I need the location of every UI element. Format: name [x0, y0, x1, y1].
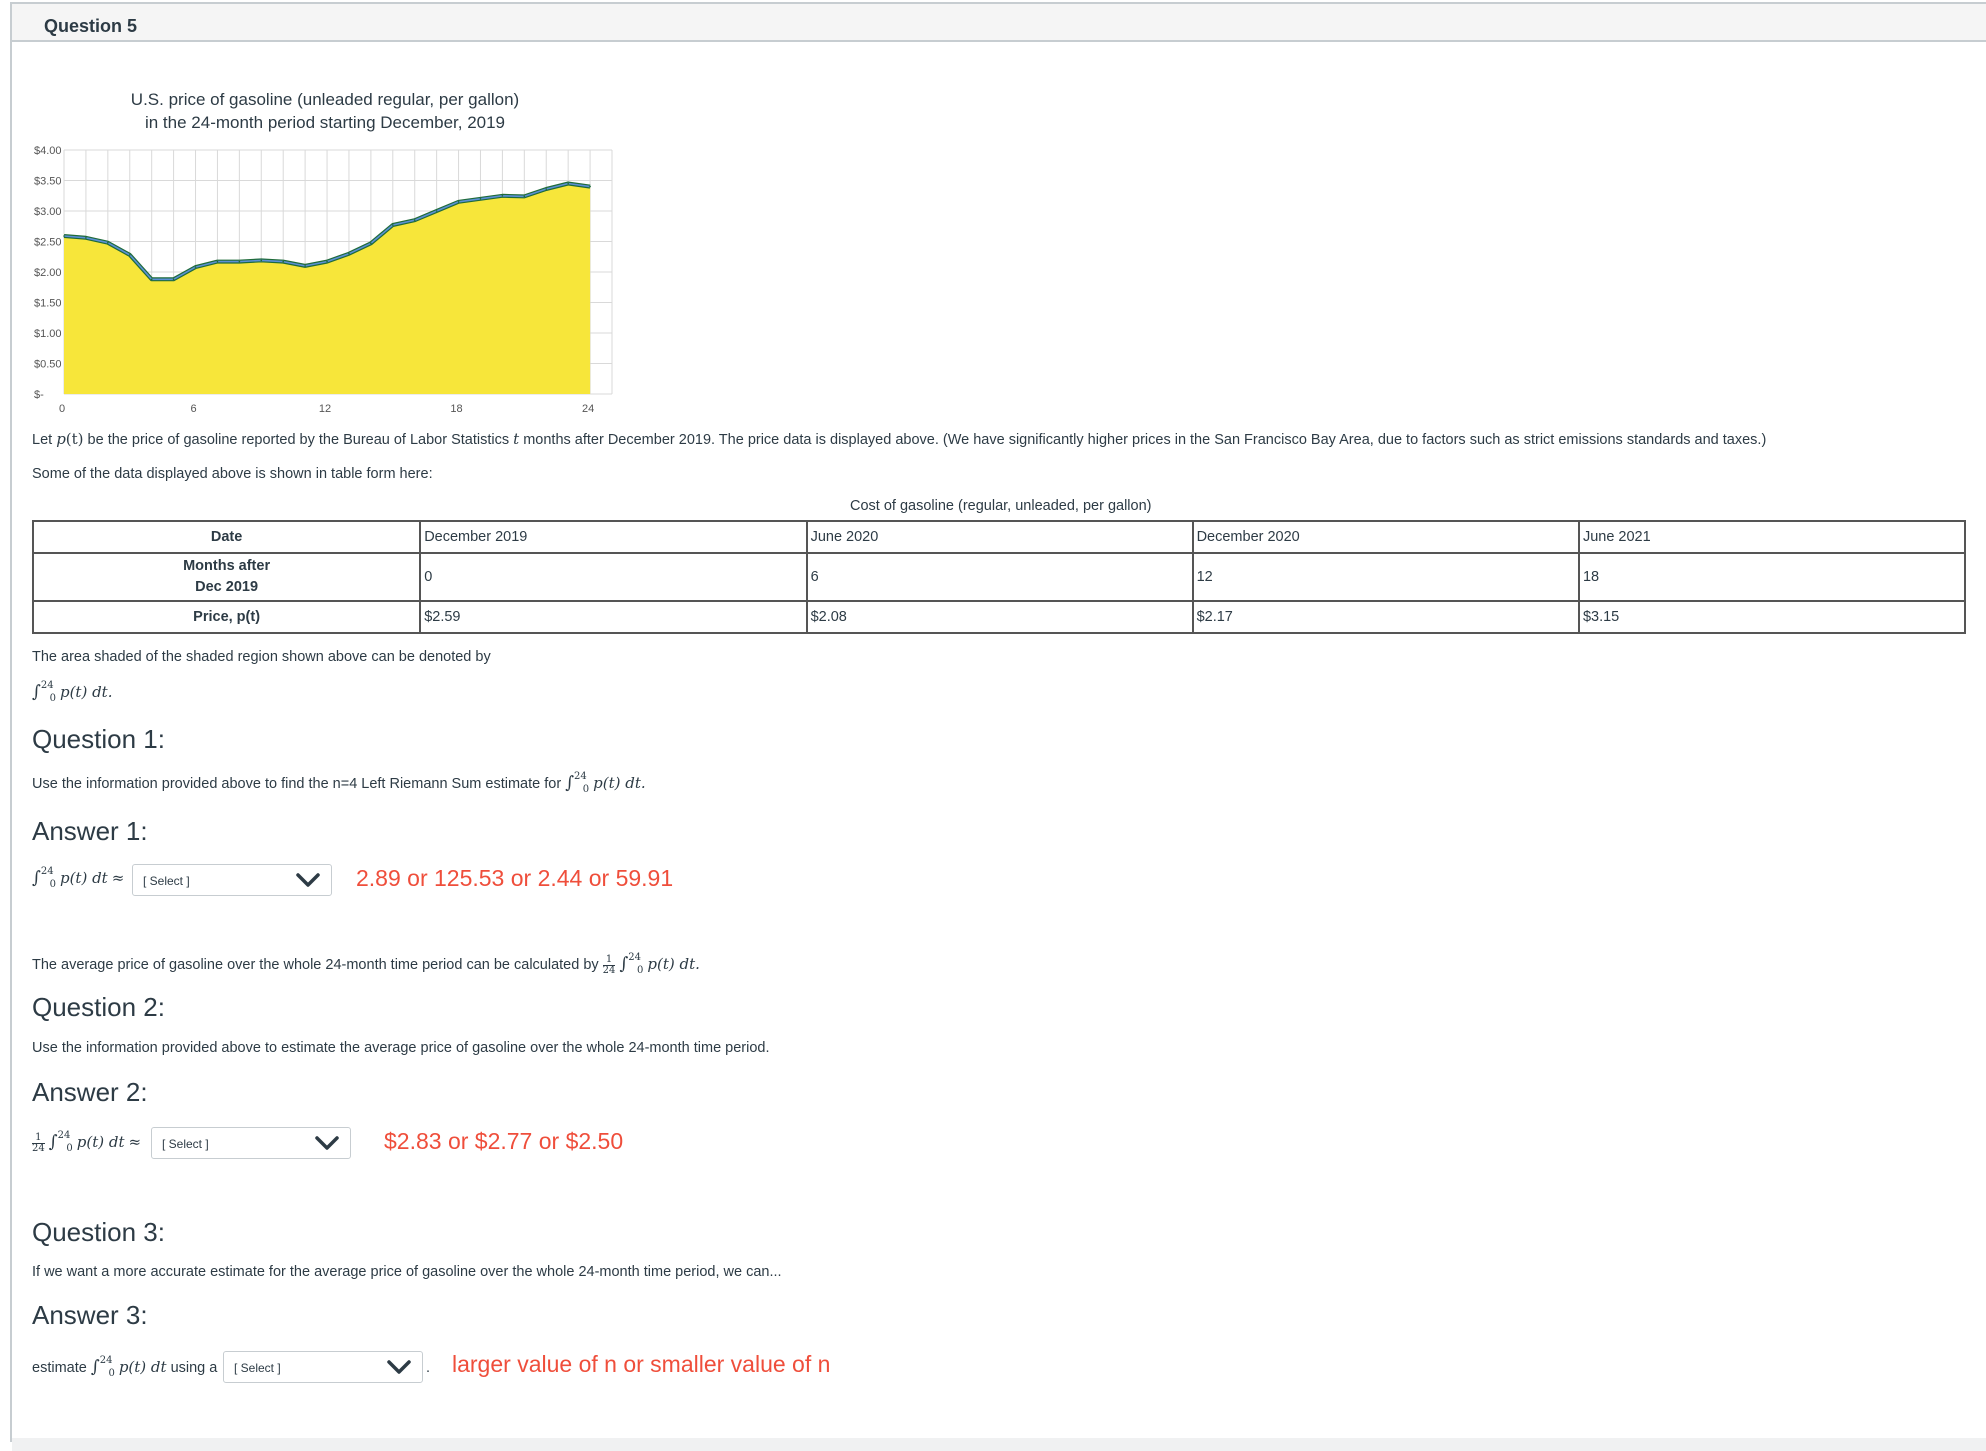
a2-hint: $2.83 or $2.77 or $2.50: [384, 1128, 624, 1154]
x-axis-ticks: [59, 403, 594, 415]
a3-hint: larger value of n or smaller value of n: [452, 1351, 831, 1377]
a3-select[interactable]: [ Select ]: [223, 1351, 423, 1383]
data-point: [545, 188, 547, 190]
chart-title-line-1: U.S. price of gasoline (unleaded regular, per gallon): [130, 90, 520, 109]
intro-text-a: Let: [32, 432, 57, 448]
data-point: [502, 195, 504, 197]
data-point: [129, 254, 131, 256]
intro-t-arg: (t): [65, 430, 84, 448]
gas-price-table: [32, 520, 1966, 634]
row-header-date: Date: [33, 521, 420, 553]
q1-text: Use the information provided above to find the n=4 Left Riemann Sum estimate for ∫$^{24}_0$ p(t) dt.: [32, 771, 646, 795]
data-point: [436, 210, 438, 212]
y-tick-label: $3.50: [34, 175, 62, 188]
data-point: [85, 237, 87, 239]
cell-months-3: 18: [1579, 553, 1965, 601]
data-point: [567, 183, 569, 185]
y-tick-label: $-: [34, 389, 44, 401]
data-point: [326, 261, 328, 263]
data-point: [524, 196, 526, 198]
cell-price-0: $2.59: [420, 601, 806, 633]
data-point: [107, 242, 109, 244]
data-point: [392, 224, 394, 226]
cell-date-3: June 2021: [1579, 521, 1965, 553]
x-tick-label: 24: [581, 403, 595, 415]
gas-price-chart: [0, 0, 1986, 420]
area-text: The area shaded of the shaded region shown above can be denoted by: [32, 649, 491, 665]
a1-expression: ∫$^{24}_0$ p(t) dt ≈: [32, 866, 125, 890]
q3-heading: Question 3:: [32, 1217, 165, 1247]
data-point: [260, 260, 262, 262]
cell-price-3: $3.15: [1579, 601, 1965, 633]
cell-price-2: $2.17: [1193, 601, 1579, 633]
y-tick-label: $2.00: [34, 267, 62, 279]
intro-p-var: p: [56, 430, 66, 448]
cell-months-2: 12: [1193, 553, 1579, 601]
data-point: [173, 279, 175, 281]
a2-expression: $\frac{1}{24}$ ∫$^{24}_0$ p(t) dt ≈: [32, 1130, 142, 1154]
q3-text: If we want a more accurate estimate for the average price of gasoline over the whole 24-month time period, we can...: [32, 1264, 782, 1280]
cell-months-1: 6: [807, 553, 1193, 601]
data-point: [151, 279, 153, 281]
q2-heading: Question 2:: [32, 992, 165, 1022]
cell-months-0: 0: [420, 553, 806, 601]
a1-hint: 2.89 or 125.53 or 2.44 or 59.91: [356, 865, 674, 891]
data-point: [458, 201, 460, 203]
intro-text-b: be the price of gasoline reported by the Bureau of Labor Statistics: [83, 432, 514, 448]
intro-paragraph: [32, 430, 1766, 448]
x-tick-label: 12: [318, 403, 332, 415]
y-tick-label: $4.00: [34, 145, 62, 157]
data-point: [348, 253, 350, 255]
integral-sign: ∫: [32, 682, 41, 702]
cell-date-2: December 2020: [1193, 521, 1579, 553]
data-point: [282, 261, 284, 263]
data-point: [480, 198, 482, 200]
a2-heading: Answer 2:: [32, 1077, 148, 1107]
chart-title-line-2: in the 24-month period starting December, 2019: [144, 113, 506, 132]
chevron-down-icon: [314, 1134, 340, 1152]
cell-price-1: $2.08: [807, 601, 1193, 633]
question-title: Question 5: [44, 16, 138, 36]
q1-heading: Question 1:: [32, 724, 165, 754]
row-header-price: Price, p(t): [33, 601, 420, 633]
fraction: $\frac{1}{24}$: [602, 953, 616, 976]
a3-expression: estimate ∫$^{24}_0$ p(t) dt using a: [32, 1355, 218, 1379]
intro-t-var: t: [513, 430, 520, 448]
table-caption: Cost of gasoline (regular, unleaded, per gallon): [850, 498, 1152, 514]
a1-heading: Answer 1:: [32, 816, 148, 846]
data-point: [370, 243, 372, 245]
table-row-months: [33, 553, 1965, 601]
data-point: [589, 186, 591, 188]
cell-date-1: June 2020: [807, 521, 1193, 553]
a3-period: .: [426, 1360, 431, 1376]
area-integral: ∫$^{24}_0$ p(t) dt.: [32, 680, 113, 704]
y-tick-label: $1.50: [34, 297, 62, 310]
data-point: [239, 261, 241, 263]
table-intro: Some of the data displayed above is shown in table form here:: [32, 466, 433, 482]
y-tick-label: $0.50: [34, 358, 62, 371]
y-tick-label: $1.00: [34, 328, 62, 340]
data-point: [414, 219, 416, 221]
table-row-price: [33, 601, 1965, 633]
intro-text-c: months after December 2019. The price data is displayed above. (We have significantly higher prices in the San Francisco Bay Area, due to factors such as strict emissions standards and taxes.): [519, 432, 1767, 448]
a2-select[interactable]: [ Select ]: [151, 1127, 351, 1159]
chevron-down-icon: [295, 871, 321, 889]
data-point: [63, 235, 65, 237]
y-axis-ticks: [34, 145, 62, 401]
data-point: [195, 266, 197, 268]
data-point: [217, 261, 219, 263]
y-tick-label: $3.00: [34, 206, 62, 218]
cell-date-0: December 2019: [420, 521, 806, 553]
row-header-months: Months after Dec 2019: [33, 553, 420, 601]
avg-text: The average price of gasoline over the whole 24-month time period can be calculated by $\frac{1}{24}$ ∫$^{24}_0$ p(t) dt.: [32, 952, 700, 976]
a3-heading: Answer 3:: [32, 1300, 148, 1330]
table-row-date: [33, 521, 1965, 553]
y-tick-label: $2.50: [34, 236, 62, 249]
x-tick-label: 18: [450, 403, 463, 415]
q2-text: Use the information provided above to estimate the average price of gasoline over the whole 24-month time period.: [32, 1040, 770, 1056]
x-tick-label: 0: [58, 403, 66, 415]
bottom-bar: [12, 1438, 1986, 1451]
x-tick-label: 6: [190, 403, 197, 415]
chevron-down-icon: [386, 1358, 412, 1376]
data-point: [304, 265, 306, 267]
a1-select[interactable]: [ Select ]: [132, 864, 332, 896]
